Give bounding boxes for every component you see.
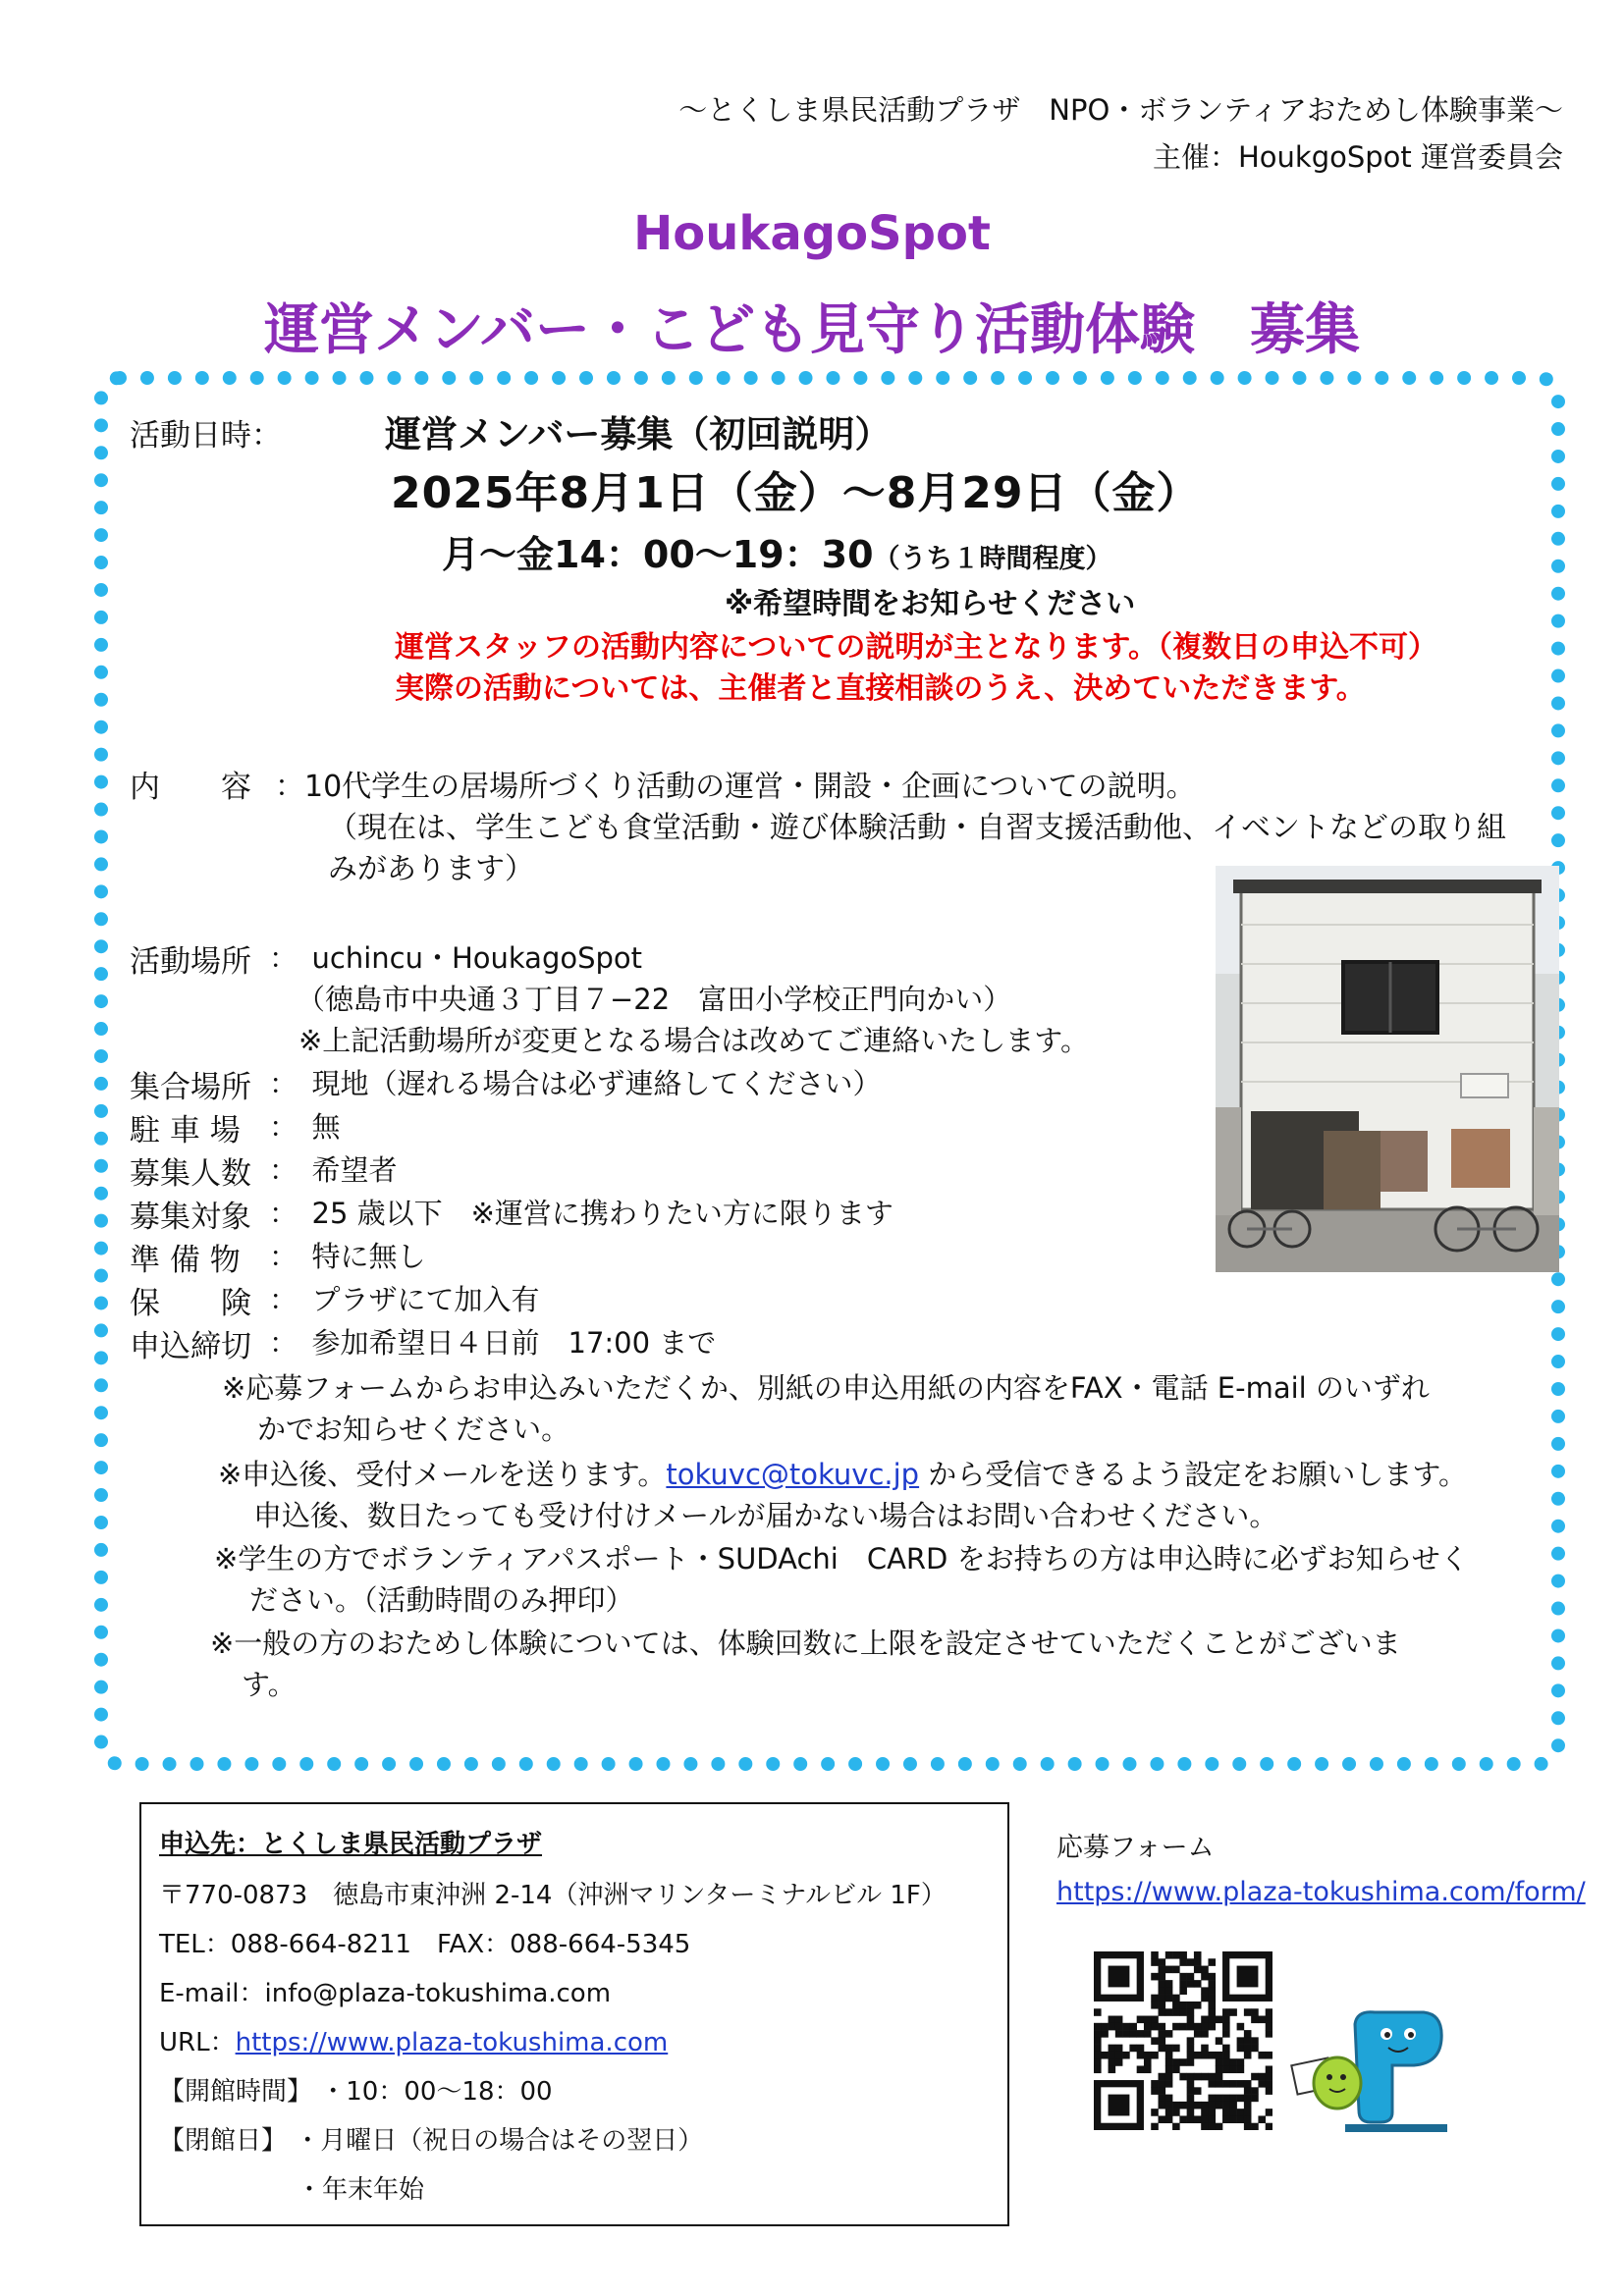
header-event-line: ～とくしま県民活動プラザ NPO・ボランティアおためし体験事業～ [678, 93, 1563, 127]
content-line-3: みがあります） [328, 852, 534, 886]
content-label: 内 容 [130, 770, 251, 805]
note-2-line-1 [218, 1453, 1467, 1493]
contact-url-row [159, 2022, 668, 2058]
title-japanese: 運営メンバー・こども見守り活動体験 募集 [263, 298, 1361, 362]
schedule-note-red-1: 運営スタッフの活動内容についての説明が主となります。（複数日の申込不可） [395, 630, 1437, 665]
contact-tel-fax: TEL：088-664-8211 FAX：088-664-5345 [159, 1930, 691, 1959]
detail-value-deadline: ： 参加希望日４日前 17:00 まで [269, 1326, 717, 1360]
form-url-link[interactable]: https://www.plaza-tokushima.com/form/ [1056, 1877, 1586, 1907]
detail-label-insurance: 保 険 [130, 1286, 251, 1321]
header-organizer: 主催：HoukgoSpot 運営委員会 [1152, 140, 1563, 174]
schedule-request: ※希望時間をお知らせください [725, 587, 1136, 621]
schedule-label: 活動日時： [130, 418, 282, 454]
detail-value-capacity: ： 希望者 [269, 1153, 398, 1187]
contact-url-label: URL： [159, 2028, 236, 2057]
detail-label-meeting: 集合場所 [130, 1070, 251, 1105]
note-3-line-2: ださい。（活動時間のみ押印） [249, 1583, 634, 1617]
contact-closed-days: 【閉館日】 ・月曜日（祝日の場合はその翌日） [159, 2126, 704, 2156]
detail-value-insurance: ： プラザにて加入有 [269, 1283, 540, 1316]
contact-url-link[interactable]: https://www.plaza-tokushima.com [235, 2028, 669, 2057]
detail-label-capacity: 募集人数 [130, 1156, 251, 1192]
title-english: HoukagoSpot [633, 206, 991, 261]
contact-closed-new-year: ・年末年始 [297, 2175, 425, 2205]
form-label: 応募フォーム [1056, 1833, 1215, 1863]
detail-label-target: 募集対象 [130, 1200, 251, 1235]
detail-value-items: ： 特に無し [269, 1240, 426, 1273]
note-3-line-1: ※学生の方でボランティアパスポート・SUDAchi CARD をお持ちの方は申込時に必ずお知らせく [214, 1542, 1469, 1575]
detail-value-meeting: ： 現地（遅れる場合は必ず連絡してください） [269, 1067, 882, 1100]
content-line-1: ：10代学生の居場所づくり活動の運営・開設・企画についての説明。 [275, 770, 1196, 804]
contact-opening-hours: 【開館時間】 ・10：00～18：00 [159, 2077, 553, 2107]
mascot-illustration [1286, 2004, 1453, 2142]
note-4-line-2: す。 [242, 1668, 297, 1701]
detail-value-parking: ： 無 [269, 1110, 341, 1144]
contact-address: 〒770-0873 徳島市東沖洲 2-14（沖洲マリンターミナルビル 1F） [159, 1881, 947, 1910]
detail-label-parking: 駐 車 場 [130, 1113, 241, 1148]
note-1-line-2: かでお知らせください。 [257, 1413, 570, 1446]
email-link[interactable]: tokuvc@tokuvc.jp [666, 1458, 920, 1491]
content-line-2: （現在は、学生こども食堂活動・遊び体験活動・自習支援活動他、イベントなどの取り組 [328, 811, 1506, 845]
note-2-text: ※申込後、受付メールを送ります。 [218, 1458, 667, 1491]
detail-location-address: （徳島市中央通３丁目７−22 富田小学校正門向かい） [297, 983, 1012, 1016]
schedule-hours-row [442, 524, 1112, 578]
detail-location-note: ※上記活動場所が変更となる場合は改めてご連絡いたします。 [298, 1024, 1089, 1057]
note-2-line-2: 申込後、数日たっても受け付けメールが届かない場合はお問い合わせください。 [253, 1499, 1278, 1532]
building-photo [1216, 866, 1559, 1272]
detail-label-items: 準 備 物 [130, 1243, 241, 1278]
schedule-hours: 月～金14：00～19：30 [442, 533, 874, 576]
detail-value-location: ： uchincu・HoukagoSpot [269, 941, 643, 975]
contact-box [139, 1802, 1009, 2226]
qr-code-icon[interactable] [1094, 1951, 1272, 2130]
detail-value-target: ： 25 歳以下 ※運営に携わりたい方に限ります [269, 1197, 893, 1230]
detail-label-location: 活動場所 [130, 944, 251, 980]
note-4-line-1: ※一般の方のおためし体験については、体験回数に上限を設定させていただくことがございま [210, 1627, 1401, 1660]
contact-email: E-mail：info@plaza-tokushima.com [159, 1979, 612, 2008]
schedule-heading: 運営メンバー募集（初回説明） [385, 413, 892, 455]
schedule-note-red-2: 実際の活動については、主催者と直接相談のうえ、決めていただきます。 [395, 671, 1366, 706]
detail-label-deadline: 申込締切 [130, 1329, 251, 1364]
schedule-dates: 2025年8月1日（金）～8月29日（金） [391, 468, 1201, 518]
note-1-line-1: ※応募フォームからお申込みいただくか、別紙の申込用紙の内容をFAX・電話 E-mail のいずれ [222, 1371, 1430, 1405]
schedule-hours-note: （うち１時間程度） [873, 544, 1112, 574]
note-2-text-post: から受信できるよう設定をお願いします。 [919, 1458, 1467, 1491]
contact-heading: 申込先：とくしま県民活動プラザ [159, 1830, 543, 1859]
